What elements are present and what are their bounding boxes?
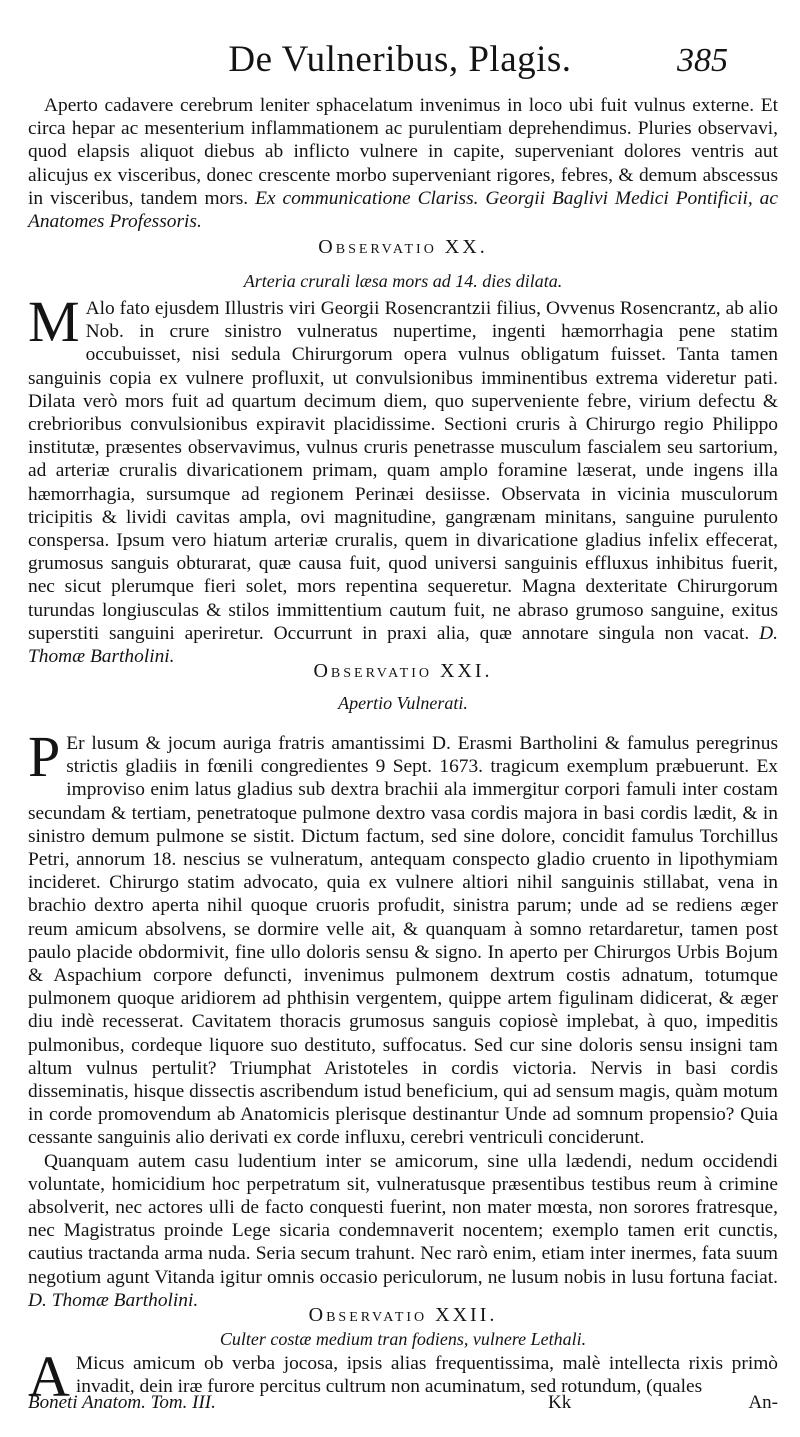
- catchword: An-: [748, 1392, 778, 1413]
- running-title: De Vulneribus, Plagis.: [228, 39, 572, 80]
- page-number: 385: [677, 42, 728, 79]
- intro-attribution: Ex communicatione Clariss. Georgii Baglivi Medici Pontificii, ac Anatomes Professoris.: [28, 187, 778, 233]
- observation-text-second: Quanquam autem casu ludentium inter se amicorum, sine ulla lædendi, nedum occidendi voluntate, homicidium hoc perpetratum sit, vulneratusque præsentibus testibus reum à crimine absolverit, nec actores ulli de facto conquesti fuerint, non mater mœsta, non sorores fratresque, nec Magistratus proinde Lege sicaria condemnaverit nocentem; exemplo tamen erit cunctis, cautius tractanda arma nuda. Seria secum trahunt. Nec rarò enim, etiam inter inermes, fata suum negotium agunt Vitanda igitur omnis occasio periculorum, ne lusum nobis in lusu fortuna faciat.: [28, 1150, 778, 1288]
- intro-section: [28, 94, 778, 233]
- observation-attribution: D. Thomæ Bartholini.: [28, 1289, 199, 1311]
- observation-body-second: [28, 1150, 778, 1312]
- observation-subtitle: Culter costæ medium tran fodiens, vulnere Lethali.: [219, 1329, 587, 1349]
- observation-text: Alo fato ejusdem Illustris viri Georgii Rosencrantzii filius, Ovvenus Rosencrantz, ab alio Nob. in crure sinistro vulneratus nupertime, ingenti hæmorrhagia pene statim occubuisset, nisi sedula Chirurgorum opera vulnus obligatum fuisset. Tanta tamen sanguinis copia ex vulnere profluxit, ut convulsionibus imminentibus extrema videretur pati. Dilata verò mors fuit ad quartum decimum diem, quo superveniente febre, virium defectu & crebrioribus convulsionibus expiravit placidissime. Sectioni cruris à Chirurgo regio Philippo institutæ, præsentes observavimus, vulnus cruris penetrasse musculum fascialem seu sartorium, ad arteriæ cruralis divaricationem primam, quam amplo foramine læserat, unde ingens illa hæmorrhagia, sursumque ad regionem Perinæi desiisse. Observata in vicinia musculorum tricipitis & lividi cavitas ampla, ovi magnitudine, gangrænam minitans, sanguine purulento conspersa. Ipsum vero hiatum arteriæ cruralis, quem in divaricatione gladius infelix effecerat, grumosus sanguis obturarat, quæ causa fuit, quod universi sanguinis effluxus inhibitus fuerit, nec sicut plerumque fieri solet, mors repentina sequeretur. Magna dexteritate Chirurgorum turundas longiusculas & stilos immittentium cautum fuit, ne abraso grumoso sanguine, exitus superstiti sanguini aperiretur. Occurrunt in praxi alia, quæ annotare singula non vacat.: [28, 298, 778, 644]
- intro-paragraph: [28, 94, 778, 233]
- observation-heading: Observatio XXI.: [313, 660, 493, 682]
- observation-21: [28, 660, 778, 1312]
- signature-reference: Boneti Anatom. Tom. III.: [28, 1392, 216, 1413]
- observation-attribution: D. Thomæ Bartholini.: [28, 622, 778, 668]
- signature-mark: Kk: [548, 1392, 572, 1413]
- page-header: [0, 38, 800, 98]
- drop-cap: A: [28, 1344, 70, 1409]
- observation-body: [28, 289, 778, 668]
- drop-cap: P: [28, 724, 61, 789]
- intro-text: Aperto cadavere cerebrum leniter sphacelatum invenimus in loco ubi fuit vulnus externe. Et circa hepar ac mesenterium inflammationem ac purulentiam deprehendimus. Pluries observavi, quod elapsis aliquot diebus ab inflicto vulnere in capite, superveniant dolores ventris aut alicujus ex visceribus, donec crescente morbo superveniant rigores, febres, & demum abscessus in visceribus, tandem mors.: [28, 95, 778, 209]
- page-footer: [28, 1392, 778, 1420]
- observation-text: Er lusum & jocum auriga fratris amantissimi D. Erasmi Bartholini & famulus peregrinus strictis gladiis in fœnili congredientes 9 Sept. 1673. tragicum exemplum præbuerunt. Ex improviso enim latus gladius sub dextra brachii ala immergitur corpori famuli inter costam secundam & tertiam, penetratoque pulmone dextro vasa cordis majora in basi cordis lædit, & in sinistro demum pulmone se sistit. Dictum factum, sed sine dolore, concidit famulus Torchillus Petri, annorum 18. nescius se vulneratum, antequam conspecto gladio cruento in lipothymiam incideret. Chirurgo statim advocato, quia ex vulnere altiori nihil sanguinis stillabat, vena in brachio dextro aperta nihil quoque cruoris profudit, sinistra parum; unde ad se rediens æger reum amicum absolvens, se dormire velle ait, & quanquam à somno retardaretur, tamen post paulo placide obdormivit, fine ullo doloris sensu & signo. In aperto per Chirurgos Urbis Bojum & Aspachium corpore defuncti, invenimus pulmonem dextrum costis adnatum, totumque pulmonem quoque aridiorem ad phthisin vergentem, quippe artem figulinam didicerat, & æger diu indè recesserat. Cavitatem thoracis grumosus sanguis copiosè implebat, à quo, impeditis pulmonibus, cordeque liquore suo destituto, suffocatus. Sed cur sine doloris sensu insigni tam altum vulnus pertulit? Triumphat Aristoteles in cordis victoria. Nervis in basi cordis disseminatis, hisque dissectis ascribendum istud beneficium, qui ad sensum magis, quàm motum in corde promovendum ab Anatomicis plerisque destinantur Unde ad somnum propensio? Quia cessante sanguinis alio derivati ex corde influxu, cerebri ventriculi conciderunt.: [28, 733, 778, 1149]
- observation-text: Micus amicum ob verba jocosa, ipsis alias frequentissima, malè intellecta rixis primò invadit, dein iræ furore percitus cultrum non acuminatum, sed rotundum, (quales: [75, 1353, 778, 1398]
- observation-20: [28, 236, 778, 668]
- drop-cap: M: [28, 289, 80, 354]
- observation-body: [28, 724, 778, 1150]
- observation-subtitle: Arteria crurali læsa mors ad 14. dies dilata.: [243, 271, 563, 291]
- observation-heading: Observatio XX.: [318, 236, 488, 258]
- observation-heading: Observatio XXII.: [308, 1304, 498, 1326]
- observation-subtitle: Apertio Vulnerati.: [338, 693, 468, 713]
